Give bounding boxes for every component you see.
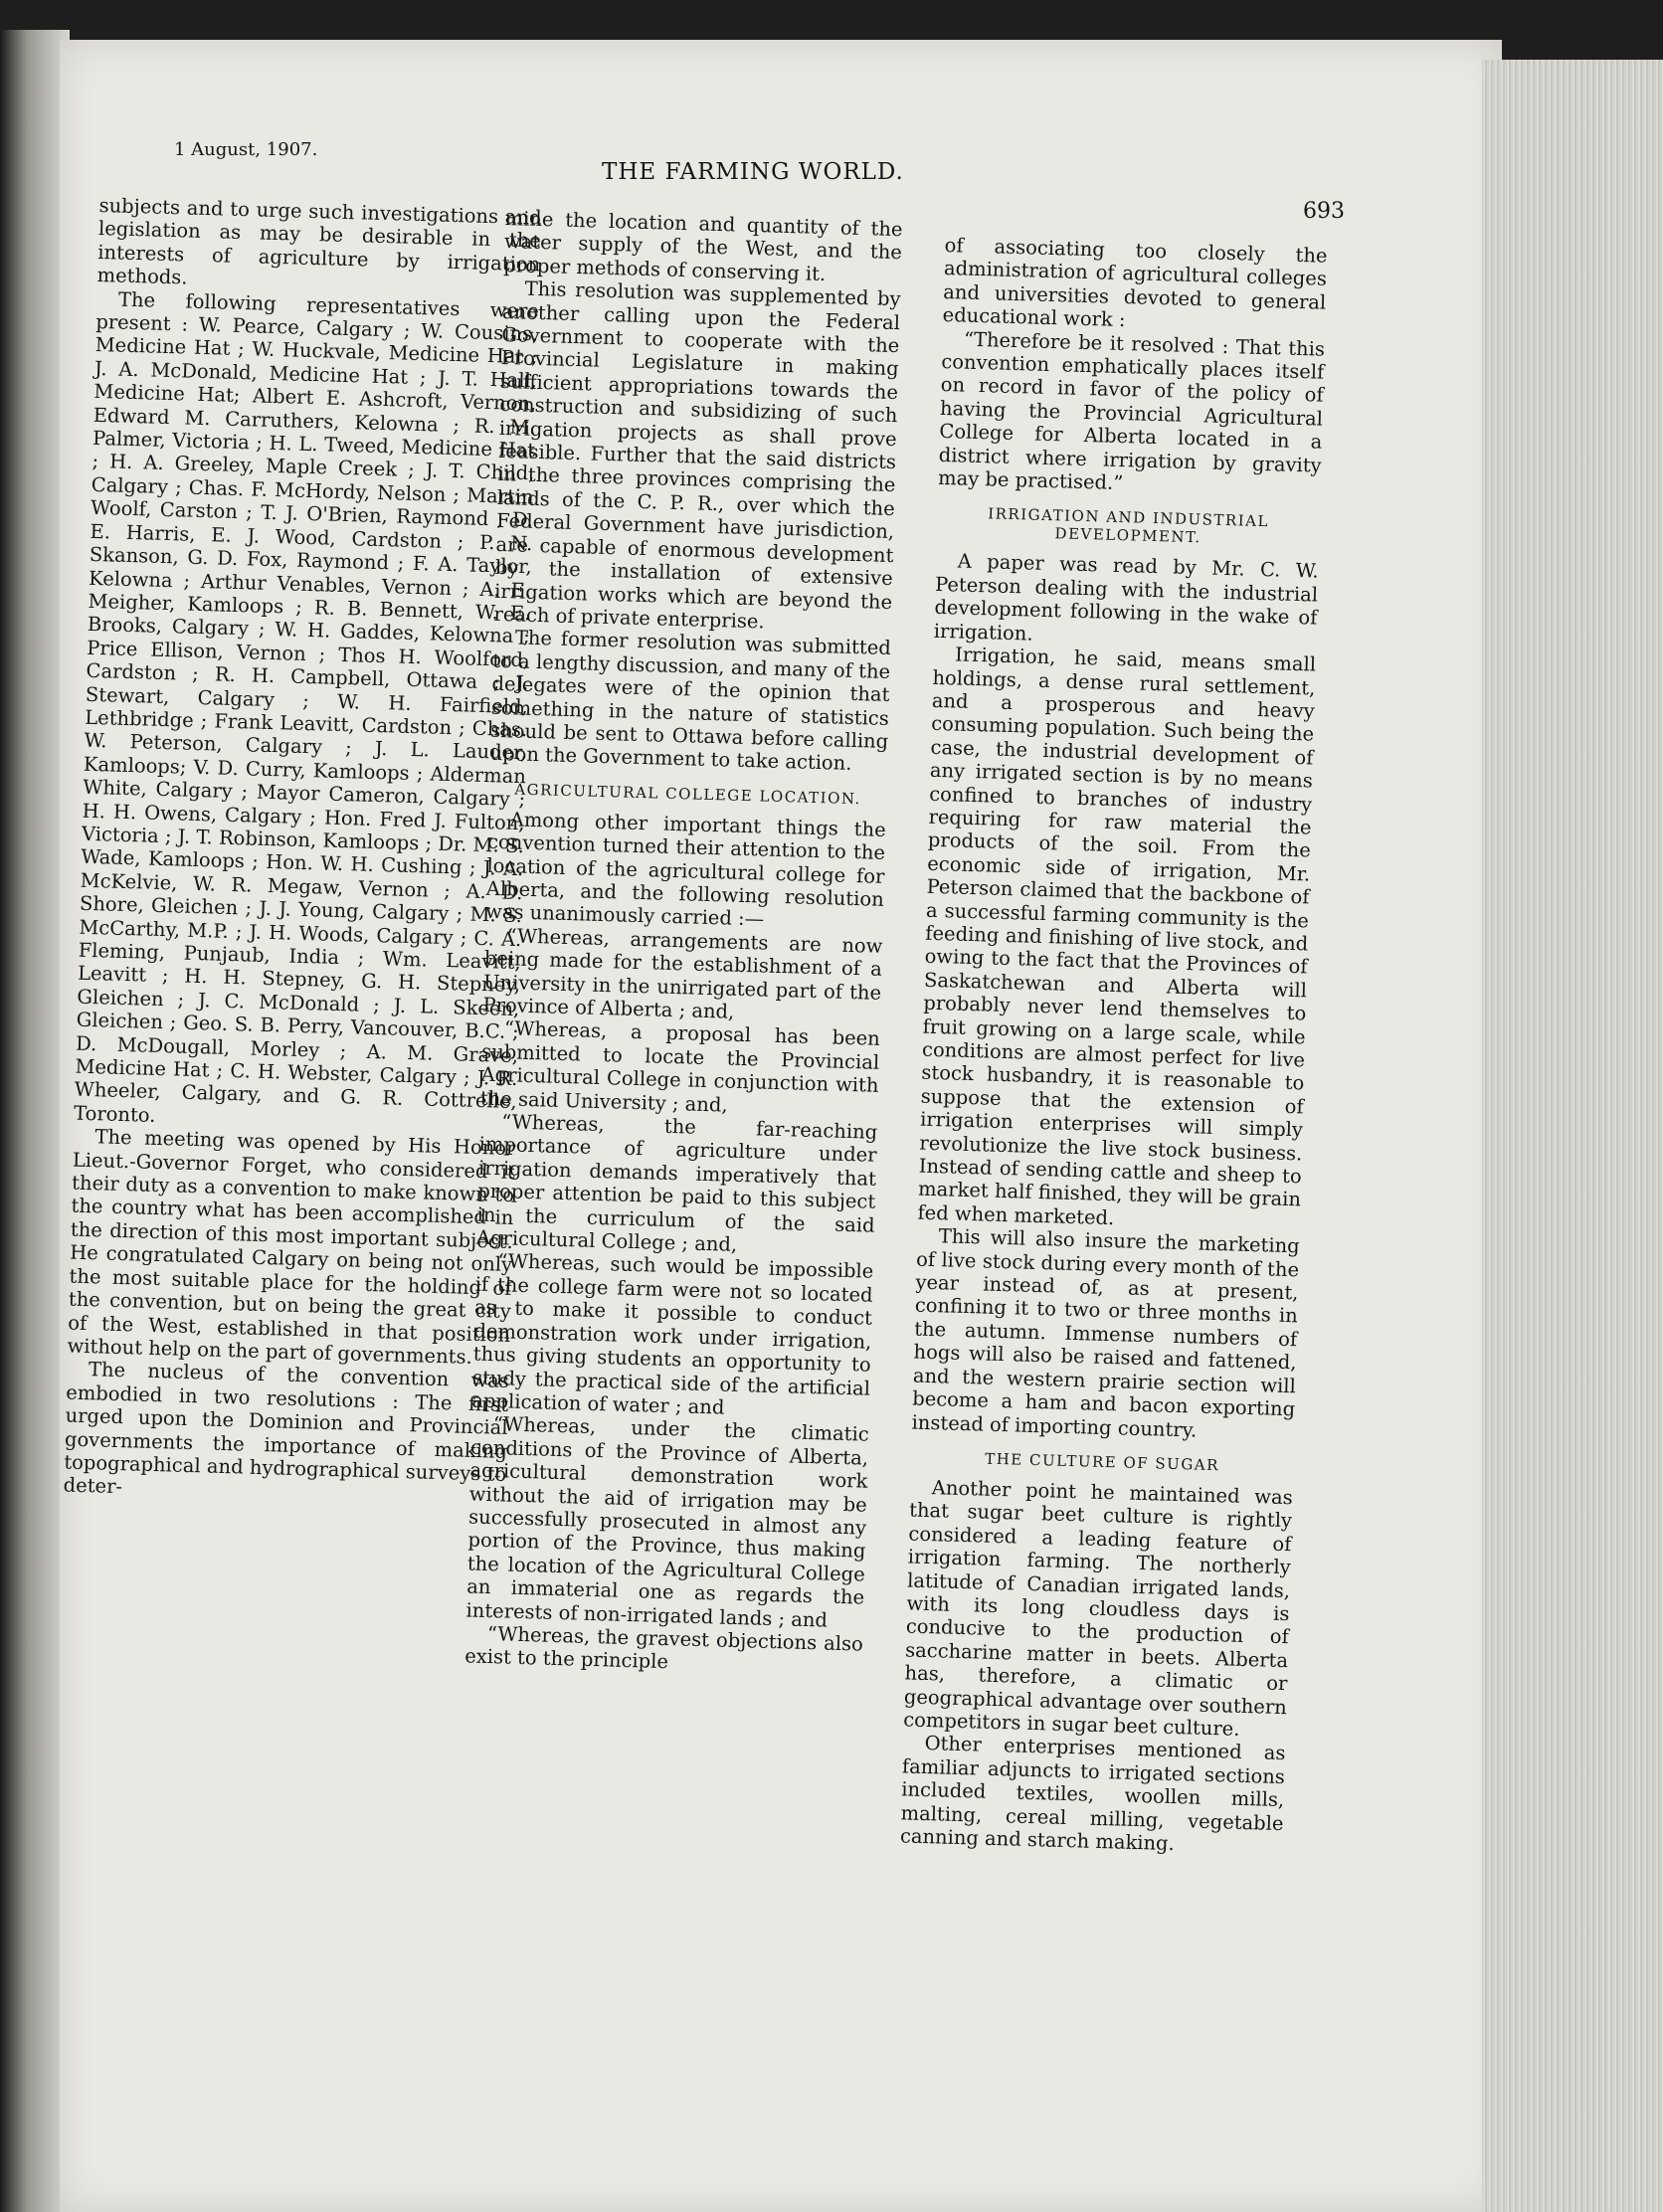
paragraph: The former resolution was submitted to a lengthy discussion, and many of the delegates were of the opinion that something in the nature of statistics should be sent to Ottawa before calling upon the Government to take action. (489, 626, 892, 776)
paragraph: This resolution was supplemented by another calling upon the Federal Government to cooperate with the Provincial Legislature in making sufficient appropriations towards the construction and subsidizing of such irrigation projects as shall prove feasible. Further that the said districts in the three provinces comprising the lands of the C. P. R., over which the Federal Government have jurisdiction, are capable of enormous development by the installation of extensive irrigation works which are beyond the reach of private enterprise. (493, 276, 901, 634)
paragraph: “Whereas, such would be impossible if the college farm were not so located as to make it possible to conduct demonstration work under irrigation, thus giving students an opportunity to study the practical side of the artificial application of water ; and (471, 1249, 874, 1419)
page-number: 693 (1303, 199, 1345, 224)
paragraph: “Whereas, the gravest objections also exist to the principle (463, 1622, 864, 1674)
paragraph: Among other important things the convention turned their attention to the location of the agricultural college for Alberta, and the following resolution was unanimously carried :— (484, 808, 886, 931)
page-stack-edge (1482, 60, 1663, 2212)
paragraph: Irrigation, he said, means small holdings, a dense rural settlement, and a prosperous and heavy consuming population. Such being the case, the industrial development of any irrigated section is by no means confined to branches of industry requiring for raw material the products of the soil. From the economic side of irrigation, Mr. Peterson claimed that the backbone of a successful farming community is the feeding and finishing of live stock, and owing to the fact that the Provinces of Saskatchewan and Alberta will probably never lend themselves to fruit growing on a large scale, while conditions are almost perfect for live stock husbandry, it is reasonable to suppose that the extension of irrigation enterprises will simply revolutionize the live stock business. Instead of sending cattle and sheep to market half finished, they will be grain fed when marketed. (917, 643, 1317, 1229)
paragraph: The meeting was opened by His Honor Lieut.-Governor Forget, who considered it their duty as a convention to make known to the country what has been accomplished in the direction of this most important subject. He congratulated Calgary on being not only the most suitable place for the holding of the convention, but on being the great city of the West, established in that position without help on the part of governments. (67, 1125, 516, 1369)
paragraph: “Whereas, a proposal has been submitted to locate the Provincial Agricultural College in conjunction with the said University ; and, (479, 1016, 881, 1117)
paragraph: The following representatives were present : W. Pearce, Calgary ; W. Cousins, Medicine Hat ; W. Huckvale, Medicine Hat ; J. A. McDonald, Medicine Hat ; J. T. Hall, Medicine Hat; Albert E. Ashcroft, Vernon, Edward M. Carruthers, Kelowna ; R. M. Palmer, Victoria ; H. L. Tweed, Medicine Hat ; H. A. Greeley, Maple Creek ; J. T. Child, Calgary ; Chas. F. McHordy, Nelson ; Martin Woolf, Carston ; T. J. O'Brien, Raymond ; D. E. Harris, E. J. Wood, Cardston ; P. N. Skanson, G. D. Fox, Raymond ; F. A. Taylor, Kelowna ; Arthur Venables, Vernon ; A. E. Meigher, Kamloops ; R. B. Bennett, W. E. Brooks, Calgary ; W. H. Gaddes, Kelowna ; Price Ellison, Vernon ; Thos H. Woolford, Cardston ; R. H. Campbell, Ottawa ; J. Stewart, Calgary ; W. H. Fairfield, Lethbridge ; Frank Leavitt, Cardston ; Chas. W. Peterson, Calgary ; J. L. Lauder, Kamloops; V. D. Curry, Kamloops ; Alderman White, Calgary ; Mayor Cameron, Calgary ; H. H. Owens, Calgary ; Hon. Fred J. Fulton, Victoria ; J. T. Robinson, Kamloops ; Dr. M. S. Wade, Kamloops ; Hon. W. H. Cushing ; J. A. McKelvie, W. R. Megaw, Vernon ; A. D. Shore, Gleichen ; J. J. Young, Calgary ; M. S. McCarthy, M.P. ; J. H. Woods, Calgary ; C. A. Fleming, Punjaub, India ; Wm. Leavitt, Leavitt ; H. H. Stepney, G. H. Stepney, Gleichen ; J. C. McDonald ; J. L. Skeen, Gleichen ; Geo. S. B. Perry, Vancouver, B.C. ; D. McDougall, Morley ; A. M. Grave, Medicine Hat ; C. H. Webster, Calgary ; J. R. Wheeler, Calgary, and G. R. Cottrelle, Toronto. (73, 287, 540, 1127)
paragraph: of associating too closely the administration of agricultural colleges and universities devoted to general educational work : (942, 234, 1328, 332)
section-heading: AGRICULTURAL COLLEGE LOCATION. (514, 780, 862, 808)
paragraph: “Therefore be it resolved : That this convention emphatically places itself on record in favor of the policy of having the Provincial Agricultural College for Alberta located in a district where irrigation by gravity may be practised.” (937, 327, 1326, 495)
section-heading: THE CULTURE OF SUGAR (984, 1449, 1220, 1475)
paragraph: “Whereas, under the climatic conditions of the Province of Alberta, agricultural demonstration work without the aid of irrigation may be successfully prosecuted in almost any portion of the Province, thus making the location of the Agricultural College an immaterial one as regards the interests of non-irrigated lands ; and (465, 1412, 869, 1632)
paragraph: This will also insure the marketing of live stock during every month of the year instead of, as at present, confining it to two or three months in the autumn. Immense numbers of hogs will also be raised and fattened, and the western prairie section will become a ham and bacon exporting instead of importing country. (911, 1224, 1301, 1442)
section-heading: IRRIGATION AND INDUSTRIAL DEVELOPMENT. (987, 504, 1270, 547)
text-column-3 (900, 234, 1328, 1859)
text-column-1 (63, 194, 541, 1510)
text-column-2 (464, 207, 903, 1679)
paragraph: subjects and to urge such investigations and legislation as may be desirable in the interests of agriculture by irrigation methods. (96, 194, 542, 289)
paragraph: “Whereas, arrangements are now being made for the establishment of a University in the unirrigated part of the Province of Alberta ; and, (482, 924, 883, 1023)
paragraph: mine the location and quantity of the water supply of the West, and the proper methods of conserving it. (503, 207, 903, 285)
running-title: THE FARMING WORLD. (602, 159, 904, 185)
issue-date: 1 August, 1907. (174, 139, 318, 160)
paragraph: A paper was read by Mr. C. W. Peterson dealing with the industrial development following in the wake of irrigation. (933, 549, 1319, 645)
paragraph: Other enterprises mentioned as familiar adjuncts to irrigated sections included textiles, woollen mills, malting, cereal milling, vegetable canning and starch making. (899, 1732, 1286, 1856)
paragraph: The nucleus of the convention was embodied in two resolutions : The first urged upon the Dominion and Provincial governments the importance of making topographical and hydrographical surveys to deter- (63, 1358, 510, 1499)
paragraph: “Whereas, the far-reaching importance of agriculture under irrigation demands imperatively that proper attention be paid to this subject in the curriculum of the said Agricultural College ; and, (475, 1110, 878, 1256)
paragraph: Another point he maintained was that sugar beet culture is rightly considered a leading feature of irrigation farming. The northerly latitude of Canadian irrigated lands, with its long cloudless days is conducive to the production of saccharine matter in beets. Alberta has, therefore, a climatic or geographical advantage over southern competitors in sugar beet culture. (902, 1476, 1293, 1741)
